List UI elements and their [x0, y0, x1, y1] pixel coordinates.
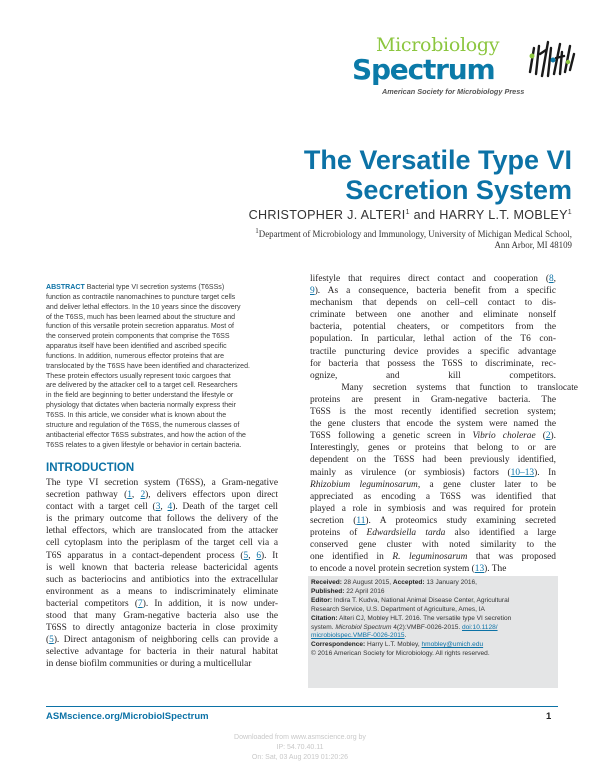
- download-stamp: [0, 733, 600, 763]
- dates-line: [311, 579, 555, 588]
- body-text: the gene clusters that encode the system were named the: [310, 419, 556, 430]
- abstract-line: [46, 372, 278, 382]
- accepted-date: 13 January 2016,: [424, 579, 477, 586]
- body-text: T6S apparatus in a contact-dependent process (: [46, 550, 244, 561]
- journal-logo: [352, 36, 578, 96]
- abstract-line: [46, 293, 278, 303]
- reference-link[interactable]: 7: [138, 598, 143, 609]
- email-link[interactable]: hmobley@umich.edu: [421, 641, 484, 649]
- body-text: one identified in: [310, 552, 393, 563]
- body-line: [310, 539, 556, 551]
- body-text: ), delivers effectors upon direct: [145, 490, 278, 501]
- body-text: contact with a target cell (: [46, 502, 156, 513]
- body-line: [46, 610, 278, 622]
- body-line: [310, 297, 556, 309]
- body-line: [46, 658, 278, 670]
- body-text: T6SS is the most recently identified secretion system;: [310, 407, 556, 418]
- correspondence-name: Harry L.T. Mobley,: [365, 641, 422, 649]
- abstract-line: [46, 322, 278, 332]
- body-text: dependent on the T6SS had been previously identified,: [310, 455, 556, 466]
- abstract-line: [46, 381, 278, 391]
- body-text: Many secretion systems that function to translocate: [310, 382, 578, 393]
- reference-link[interactable]: 5: [49, 635, 54, 646]
- body-line: [310, 333, 556, 345]
- citation-text-2: system.: [311, 623, 336, 631]
- abstract-text: translocated by the T6SS have been identified and characterized.: [46, 362, 250, 370]
- body-line: [46, 562, 278, 574]
- doi-link-part-1[interactable]: doi:10.1128/: [462, 623, 498, 631]
- editor-text-2: Research Service, U.S. Department of Agriculture, Ames, IA: [311, 605, 485, 613]
- abstract-line: [46, 421, 278, 431]
- body-text: secretion (: [310, 515, 357, 526]
- body-text: ). A proteomics study examining secreted: [365, 515, 556, 526]
- reference-link[interactable]: 9: [310, 286, 315, 297]
- abstract-line: [46, 283, 278, 293]
- body-line: [46, 501, 278, 513]
- body-line: [46, 513, 278, 525]
- body-column-right: [310, 273, 578, 575]
- body-line: [310, 382, 578, 394]
- reference-link[interactable]: 1: [127, 490, 132, 501]
- reference-link[interactable]: 6: [256, 550, 262, 561]
- body-column-left: [46, 477, 278, 671]
- abstract-line: [46, 303, 278, 313]
- published-line: [311, 588, 555, 597]
- reference-link[interactable]: 5: [243, 550, 249, 561]
- italic-term: R. leguminosarum: [392, 552, 468, 563]
- body-text: appreciated as encoding a T6SS was identified that: [310, 491, 556, 502]
- correspondence-line: [311, 641, 555, 650]
- published-date: 22 April 2016: [344, 587, 385, 595]
- body-text: ). The: [484, 564, 507, 575]
- body-text: Interestingly, genes or proteins that belong to or are: [310, 443, 556, 454]
- download-stamp-line-1: Downloaded from www.asmscience.org by: [234, 734, 366, 741]
- footer-url-link[interactable]: ASMscience.org/MicrobiolSpectrum: [46, 711, 209, 722]
- abstract-line: [46, 362, 278, 372]
- body-text: (: [535, 431, 546, 442]
- abstract-text: function as contractile nanomachines to puncture target cells: [46, 293, 236, 301]
- body-text: proteins are present in Gram-negative bacteria. The: [310, 394, 556, 405]
- correspondence-label: Correspondence:: [311, 641, 366, 649]
- body-line: [46, 489, 278, 501]
- body-text: that was proposed: [467, 552, 556, 563]
- body-line: [46, 622, 278, 634]
- abstract-text: apparatus itself have been identified and ascribed specific: [46, 343, 227, 351]
- body-text: ,: [553, 274, 556, 284]
- citation-end: .: [404, 632, 407, 640]
- abstract-line: [46, 391, 278, 401]
- reference-link[interactable]: 2: [140, 490, 146, 501]
- reference-link[interactable]: 2: [545, 431, 551, 442]
- body-text: selective advantage for bacteria in their natural habitat: [46, 647, 278, 658]
- received-date: 28 August 2015,: [341, 579, 393, 586]
- abstract-text: functions. In addition, numerous effector proteins that are: [46, 352, 225, 360]
- abstract-text: Bacterial type VI secretion systems (T6SSs): [84, 284, 225, 291]
- body-line: [310, 394, 556, 406]
- body-text: T6SS to directly antagonize bacteria in close proximity: [46, 623, 278, 634]
- reference-link[interactable]: 3: [155, 502, 161, 513]
- article-metadata-box: [308, 576, 558, 688]
- reference-link[interactable]: 4: [167, 502, 173, 513]
- published-label: Published:: [311, 587, 345, 595]
- author-list: [249, 208, 572, 222]
- body-line: [310, 563, 556, 575]
- body-text: in dense biofilm communities or during a multicellular: [46, 659, 252, 670]
- editor-text-1: Indira T. Kudva, National Animal Disease Center, Agricultural: [332, 596, 510, 604]
- citation-label: Citation:: [311, 614, 338, 622]
- abstract-text: structure and regulation of the T6SS, the numerous classes of: [46, 421, 240, 429]
- body-text: mainly as virulence (or symbiosis) factors (: [310, 467, 511, 478]
- body-text: ). It: [261, 550, 278, 561]
- body-text: conserved gene cluster with noted similarity to the: [310, 540, 556, 551]
- body-line: [46, 646, 278, 658]
- logo-text-bottom: Spectrum: [352, 53, 495, 86]
- logo-text-top: Microbiology: [376, 34, 500, 56]
- abstract-line: [46, 401, 278, 411]
- body-text: ,: [160, 502, 168, 513]
- body-line: [310, 454, 556, 466]
- citation-text-1: Alteri CJ, Mobley HLT. 2016. The versatile type VI secretion: [337, 614, 512, 622]
- author-1: CHRISTOPHER J. ALTERI: [248, 208, 406, 222]
- abstract-text: are delivered by the attacker cell to a target cell. Researchers: [46, 382, 238, 390]
- abstract-text: of the T6SS, much has been learned about the structure and: [46, 313, 236, 321]
- reference-link[interactable]: 13: [474, 564, 485, 575]
- body-text: for bacteria that possess the T6SS to discriminate, rec-: [310, 358, 556, 369]
- body-text: secretion pathway (: [46, 490, 128, 501]
- body-line: [310, 503, 556, 515]
- affiliation: [152, 226, 572, 251]
- editor-line: [311, 597, 555, 606]
- abstract-text: and deliver lethal effectors. In the 10 years since the discovery: [46, 303, 241, 311]
- body-line: [310, 442, 556, 454]
- body-line: [310, 527, 556, 539]
- editor-label: Editor:: [311, 596, 333, 604]
- abstract-text: in the field are beginning to better understand the lifestyle or: [46, 392, 234, 400]
- copyright: © 2016 American Society for Microbiology. All rights reserved.: [311, 650, 490, 658]
- body-line: [46, 477, 278, 489]
- abstract-line: [46, 313, 278, 323]
- footer-rule: [46, 706, 558, 707]
- italic-term: Edwardsiella tarda: [366, 527, 446, 538]
- doi-link-part-2[interactable]: microbiolspec.VMBF-0026-2015: [311, 632, 405, 640]
- abstract-line: [46, 332, 278, 342]
- body-text: criminate between one another and eliminate nonself: [310, 310, 556, 321]
- body-text: also identified a large: [445, 527, 556, 538]
- logo-publisher: American Society for Microbiology Press: [382, 87, 525, 96]
- accepted-label: Accepted:: [392, 579, 425, 586]
- author-1-affil-mark: 1: [405, 208, 410, 216]
- body-line: [46, 537, 278, 549]
- abstract-text: function of this versatile protein secretion apparatus. Most of: [46, 323, 235, 331]
- body-line: [310, 515, 556, 527]
- body-line: [310, 309, 556, 321]
- body-text: tractile puncturing device provides a specific advantage: [310, 346, 556, 357]
- affiliation-mark: 1: [255, 227, 259, 235]
- body-text: mechanism that depends on cell–cell contact to dis-: [310, 298, 556, 309]
- section-heading-introduction: INTRODUCTION: [46, 462, 135, 474]
- body-text: lifestyle that requires direct contact and cooperation (: [310, 274, 549, 284]
- abstract-text: T6SS. In this article, we consider what is known about the: [46, 411, 227, 419]
- italic-term: Rhizobium leguminosarum: [310, 479, 418, 490]
- affiliation-line-1: Department of Microbiology and Immunology, University of Michigan Medical School,: [258, 228, 572, 239]
- body-text: such as bacteriocins and antibiotics into the extracellular: [46, 574, 278, 585]
- abstract-line: [46, 352, 278, 362]
- reference-link[interactable]: 8: [548, 274, 554, 284]
- abstract-text: antibacterial effector T6SS substrates, and how the action of the: [46, 431, 246, 439]
- body-text: ,: [131, 490, 141, 501]
- abstract-line: [46, 411, 278, 421]
- body-line: [46, 586, 278, 598]
- download-stamp-line-2: IP: 54.70.40.11: [276, 744, 324, 751]
- abstract-line: [46, 342, 278, 352]
- body-line: [46, 574, 278, 586]
- abstract: [46, 283, 278, 450]
- body-text: is the primary outcome that follows the delivery of the: [46, 514, 278, 525]
- body-text: ). In addition, it is now under-: [142, 598, 279, 609]
- received-label: Received:: [311, 579, 342, 586]
- body-text: lethal effectors, which are translocated from the attacker: [46, 526, 278, 537]
- abstract-line: [46, 441, 278, 451]
- logo-bacteria-icon: [520, 36, 580, 96]
- affiliation-line-2: Ann Arbor, MI 48109: [494, 239, 572, 250]
- body-line: [46, 634, 278, 646]
- body-text: bacteria, potential cheaters, or competitors from the: [310, 322, 556, 333]
- abstract-text: the conserved protein components that comprise the T6SS: [46, 333, 230, 341]
- author-2-affil-mark: 1: [567, 208, 572, 216]
- body-text: ognize, and kill competitors.: [310, 370, 556, 381]
- body-text: environment as a means to indiscriminately eliminate: [46, 586, 278, 597]
- body-line: [310, 551, 556, 563]
- body-text: ,: [248, 550, 257, 561]
- title-line-1: The Versatile Type VI: [303, 145, 572, 175]
- download-stamp-line-3: On: Sat, 03 Aug 2019 01:20:26: [251, 754, 349, 761]
- body-line: [310, 467, 556, 479]
- body-line: [310, 358, 556, 370]
- body-line: [310, 418, 556, 430]
- citation-line-2: [311, 624, 555, 633]
- abstract-line: [46, 431, 278, 441]
- body-line: [46, 598, 278, 610]
- body-text: ). Death of the target cell: [172, 502, 278, 513]
- body-text: population. In particular, lethal action of the T6 con-: [310, 334, 556, 345]
- citation-journal: Microbiol Spectrum: [335, 623, 392, 631]
- abstract-label: ABSTRACT: [46, 284, 85, 291]
- body-text: is well known that bacteria release bactericidal agents: [46, 562, 278, 573]
- body-text: to encode a novel protein secretion system (: [310, 564, 475, 575]
- body-line: [310, 370, 556, 382]
- italic-term: Vibrio cholerae: [472, 431, 536, 442]
- body-text: ). In: [534, 467, 556, 478]
- reference-link[interactable]: 10–13: [510, 467, 535, 478]
- body-line: [310, 479, 556, 491]
- body-line: [310, 346, 556, 358]
- body-text: ).: [550, 431, 557, 442]
- body-text: cell cytoplasm into the periplasm of the target cell via a: [46, 538, 278, 549]
- body-line: [310, 430, 556, 442]
- body-text: proteins of: [310, 527, 367, 538]
- abstract-text: T6SS relates to a given lifestyle or behavior in certain bacteria.: [46, 441, 242, 449]
- body-line: [310, 491, 556, 503]
- article-title: [92, 145, 572, 205]
- body-text: ). Direct antagonism of neighboring cells can provide a: [53, 635, 278, 646]
- citation-line: [311, 615, 555, 624]
- abstract-text: physiology that dictates when bacteria normally express their: [46, 402, 236, 410]
- body-text: The type VI secretion system (T6SS), a Gram-negative: [46, 478, 278, 488]
- citation-volume: 4(2):VMBF-0026-2015.: [391, 623, 462, 631]
- body-text: played a role in symbiosis and was required for protein: [310, 503, 556, 514]
- body-text: stood that many Gram-negative bacteria also use the: [46, 611, 278, 622]
- body-text: T6SS following a genetic screen in: [310, 431, 473, 442]
- abstract-text: These protein effectors usually represent toxic cargoes that: [46, 372, 231, 380]
- body-text: , a gene cluster later to be: [417, 479, 556, 490]
- body-line: [310, 321, 556, 333]
- reference-link[interactable]: 11: [356, 515, 366, 526]
- body-line: [310, 273, 556, 285]
- page-number: 1: [546, 711, 552, 722]
- body-line: [310, 285, 556, 297]
- body-line: [46, 550, 278, 562]
- body-text: bacterial competitors (: [46, 598, 139, 609]
- body-text: (: [46, 635, 50, 646]
- title-line-2: Secretion System: [345, 175, 572, 205]
- author-2: and HARRY L.T. MOBLEY: [409, 208, 568, 222]
- body-text: ). As a consequence, bacteria benefit from a specific: [314, 286, 556, 297]
- body-line: [310, 406, 556, 418]
- body-line: [46, 525, 278, 537]
